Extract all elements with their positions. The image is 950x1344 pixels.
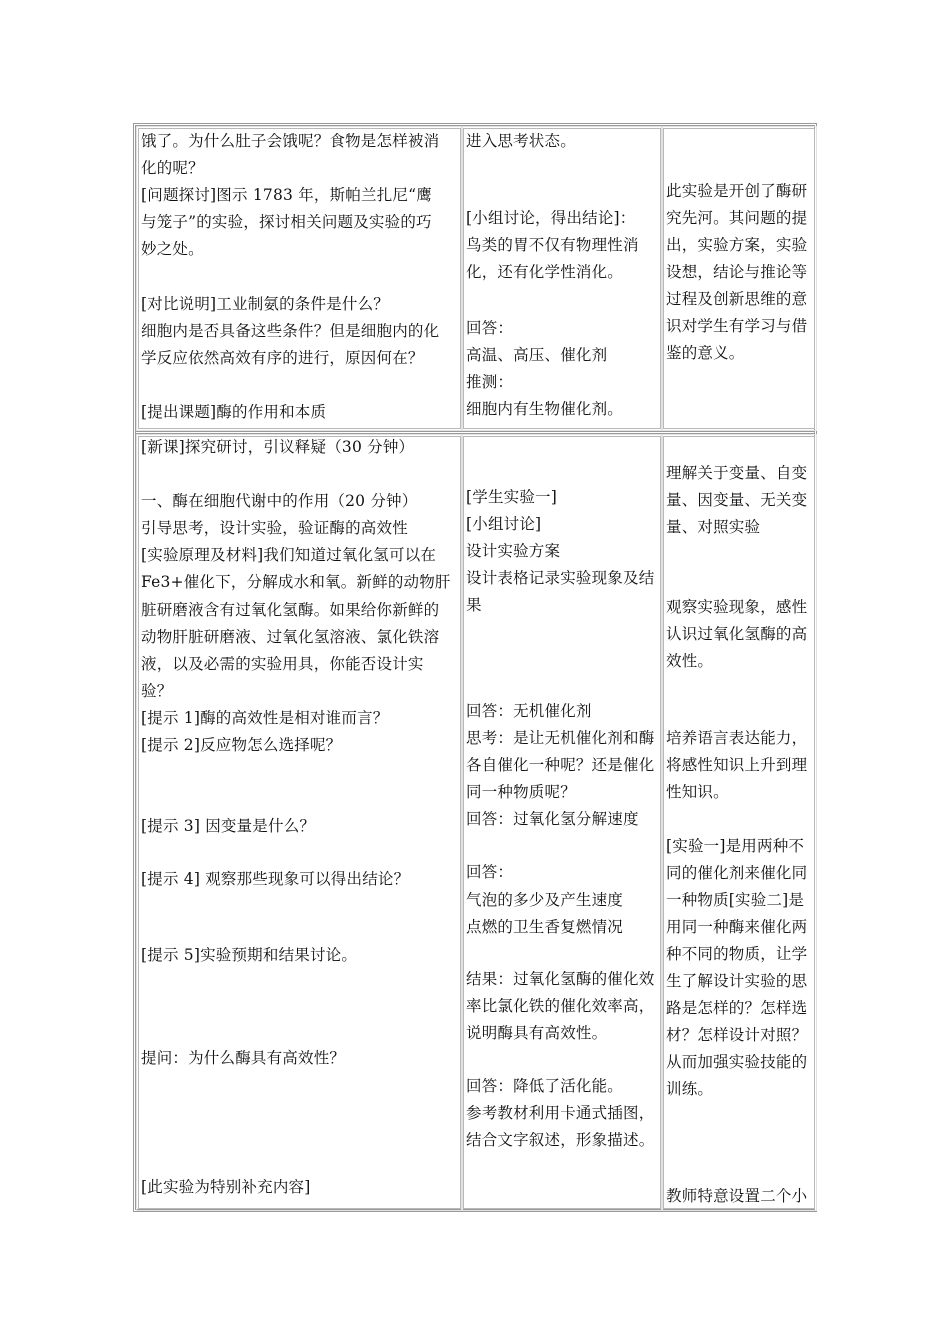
text-line: 气泡的多少及产生速度 [466,891,624,909]
text-line: [实验原理及材料]我们知道过氧化氢可以在 [141,546,437,564]
text-line: 鉴的意义。 [666,344,745,362]
text-line: 一、酶在细胞代谢中的作用（20 分钟） [141,492,418,510]
text-line: [对比说明]工业制氨的条件是什么？ [141,295,389,313]
text-line: 回答：无机催化剂 [466,702,592,720]
text-line: 一种物质[实验二]是 [666,891,805,909]
text-line: [学生实验一] [466,488,557,506]
text-line: 引导思考，设计实验，验证酶的高效性 [141,519,408,537]
text-line: 液，以及必需的实验用具，你能否设计实 [141,655,424,673]
text-line: 思考：是让无机催化剂和酶 [466,729,655,747]
text-line: [提出课题]酶的作用和本质 [141,403,327,421]
text-line: 量、因变量、无关变 [666,491,808,509]
text-line: 究先河。其问题的提 [666,209,808,227]
text-line: 高温、高压、催化剂 [466,346,608,364]
row2-student-activity-cell [463,436,661,1209]
text-line: 与笼子”的实验，探讨相关问题及实验的巧 [141,213,432,231]
text-line: 用同一种酶来催化两 [666,918,808,936]
text-line: 各自催化一种呢？还是催化 [466,756,655,774]
text-line: 此实验是开创了酶研 [666,182,808,200]
text-line: 化的呢？ [141,159,204,177]
text-line: 推测： [466,373,514,391]
text-line: 出，实验方案，实验 [666,236,808,254]
row1-teacher-activity-cell [138,128,461,429]
text-line: [提示 5]实验预期和结果讨论。 [141,946,358,964]
text-line: 回答：过氧化氢分解速度 [466,810,639,828]
text-line: 量、对照实验 [666,518,761,536]
text-line: 性知识。 [666,783,729,801]
text-line: 效性。 [666,652,714,670]
text-line: 识对学生有学习与借 [666,317,808,335]
text-line: [小组讨论，得出结论]： [466,209,636,227]
text-line: 细胞内有生物催化剂。 [466,400,624,418]
row1-student-activity-cell [463,128,661,429]
row2-design-intent-cell [663,436,815,1209]
text-line: [新课]探究研讨，引议释疑（30 分钟） [141,438,415,456]
text-line: 结合文字叙述，形象描述。 [466,1131,655,1149]
text-line: 从而加强实验技能的 [666,1053,808,1071]
row2-teacher-activity-cell [138,436,461,1209]
text-line: 回答： [466,863,514,881]
text-line: 过程及创新思维的意 [666,290,808,308]
text-line: 学反应依然高效有序的进行，原因何在？ [141,349,424,367]
row1-design-intent-cell [663,128,815,429]
text-line: [小组讨论] [466,515,542,533]
text-line: 设计实验方案 [466,542,561,560]
text-line: [提示 2]反应物怎么选择呢？ [141,736,342,754]
text-line: 观察实验现象，感性 [666,598,808,616]
text-line: [提示 1]酶的高效性是相对谁而言？ [141,709,389,727]
text-line: Fe3+催化下，分解成水和氧。新鲜的动物肝 [141,573,451,591]
lesson-plan-table [133,123,817,1212]
text-line: 回答： [466,319,514,337]
text-line: 同一种物质呢？ [466,783,576,801]
text-line: [提示 3] 因变量是什么？ [141,817,316,835]
text-line: 认识过氧化氢酶的高 [666,625,808,643]
text-line: [问题探讨]图示 1783 年，斯帕兰扎尼“鹰 [141,186,432,204]
text-line: 培养语言表达能力， [666,729,808,747]
text-line: 说明酶具有高效性。 [466,1024,608,1042]
text-line: 设想，结论与推论等 [666,263,808,281]
row-divider [136,431,814,434]
text-line: 材？怎样设计对照？ [666,1026,808,1044]
text-line: 结果：过氧化氢酶的催化效 [466,970,655,988]
text-line: 进入思考状态。 [466,132,576,150]
text-line: 脏研磨液含有过氧化氢酶。如果给你新鲜的 [141,601,440,619]
text-line: 化，还有化学性消化。 [466,263,624,281]
text-line: 率比氯化铁的催化效率高， [466,997,655,1015]
text-line: 种不同的物质，让学 [666,945,808,963]
text-line: 同的催化剂来催化同 [666,864,808,882]
text-line: 设计表格记录实验现象及结 [466,569,655,587]
text-line: 教师特意设置二个小 [666,1187,808,1205]
text-line: 理解关于变量、自变 [666,464,808,482]
text-line: 生了解设计实验的思 [666,972,808,990]
text-line: 训练。 [666,1080,714,1098]
text-line: [此实验为特别补充内容] [141,1178,311,1196]
text-line: 路是怎样的？怎样选 [666,999,808,1017]
text-line: 回答：降低了活化能。 [466,1077,624,1095]
text-line: 点燃的卫生香复燃情况 [466,918,624,936]
text-line: 细胞内是否具备这些条件？但是细胞内的化 [141,322,440,340]
text-line: 鸟类的胃不仅有物理性消 [466,236,639,254]
text-line: 饿了。为什么肚子会饿呢？食物是怎样被消 [141,132,440,150]
text-line: 参考教材利用卡通式插图， [466,1104,655,1122]
text-line: [提示 4] 观察那些现象可以得出结论？ [141,870,410,888]
text-line: 妙之处。 [141,240,204,258]
text-line: 提问：为什么酶具有高效性？ [141,1049,346,1067]
text-line: 动物肝脏研磨液、过氧化氢溶液、氯化铁溶 [141,628,440,646]
text-line: 果 [466,596,482,614]
text-line: [实验一]是用两种不 [666,837,805,855]
text-line: 将感性知识上升到理 [666,756,808,774]
text-line: 验？ [141,682,173,700]
